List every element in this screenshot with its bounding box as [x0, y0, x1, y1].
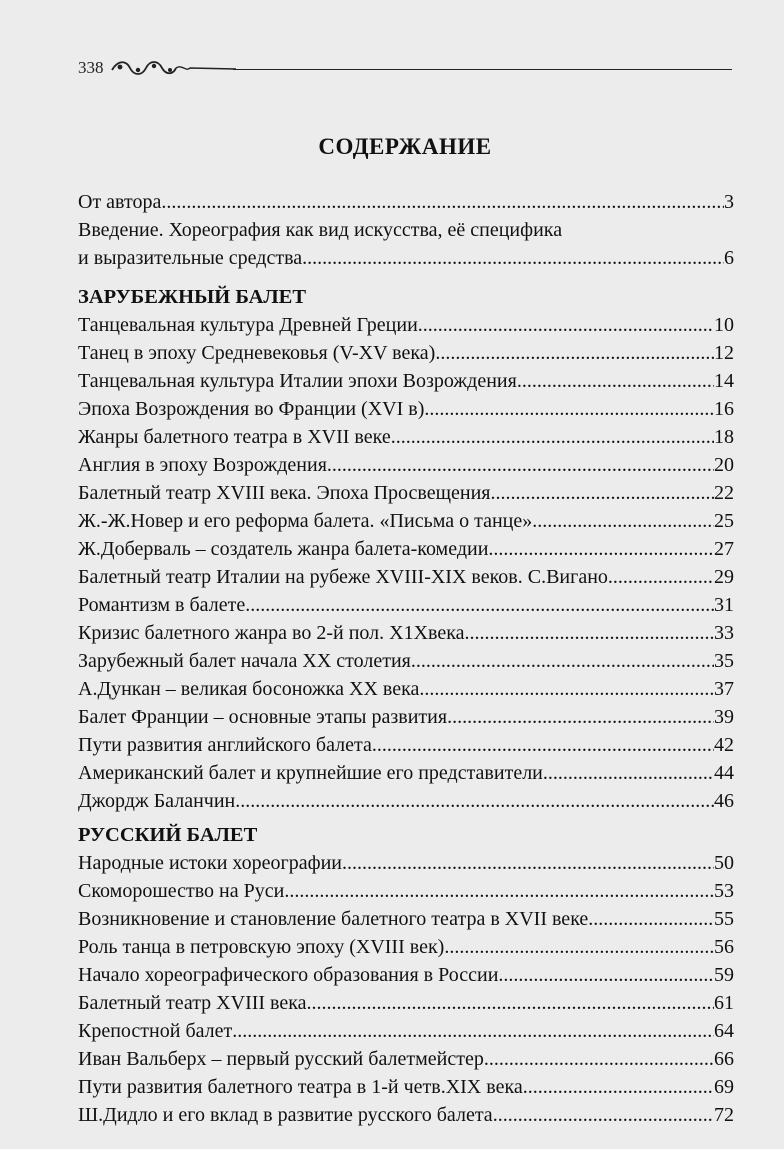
toc-entry-page: 27: [714, 538, 734, 560]
dot-leader: [161, 188, 724, 216]
toc-entry-title: Балетный театр XVIII века: [78, 992, 307, 1014]
toc-entry: [78, 367, 734, 395]
toc-entry: [78, 311, 734, 339]
section-entries: [78, 311, 734, 815]
toc-entry-title: Роль танца в петровскую эпоху (XVIII век): [78, 936, 445, 958]
dot-leader: [419, 675, 714, 703]
toc-entry-title: Возникновение и становление балетного театра в XVII веке: [78, 908, 589, 930]
toc-entry: [78, 479, 734, 507]
toc-entry-page: 25: [714, 510, 734, 532]
section-entries: [78, 849, 734, 1129]
toc-entry: [78, 877, 734, 905]
toc-entry: [78, 188, 734, 216]
toc-entry: [78, 989, 734, 1017]
toc-entry-title: Пути развития английского балета: [78, 734, 372, 756]
toc-entry-title: Иван Вальберх – первый русский балетмейстер: [78, 1048, 484, 1070]
toc-entry: [78, 849, 734, 877]
toc-entry-title: Танец в эпоху Средневековья (V-XV века): [78, 342, 436, 364]
toc-entry: [78, 759, 734, 787]
toc-entry-page: 72: [714, 1104, 734, 1126]
toc-entry-page: 56: [714, 936, 734, 958]
dot-leader: [232, 1017, 714, 1045]
toc-entry: [78, 535, 734, 563]
toc-entry-page: 33: [714, 622, 734, 644]
toc-entry-page: 37: [714, 678, 734, 700]
dot-leader: [235, 787, 714, 815]
toc-entry: [78, 619, 734, 647]
toc-entry-page: 64: [714, 1020, 734, 1042]
toc-entry: [78, 395, 734, 423]
toc-entry-title: Ж.Доберваль – создатель жанра балета-комедии: [78, 538, 489, 560]
running-header: [78, 52, 732, 82]
toc-entry-title: Скоморошество на Руси: [78, 880, 285, 902]
toc-entry-page: 55: [714, 908, 734, 930]
toc-entry: [78, 1017, 734, 1045]
toc-entry-title: Зарубежный балет начала XX столетия: [78, 650, 411, 672]
dot-leader: [411, 647, 714, 675]
toc-entry-title: Танцевальная культура Древней Греции: [78, 314, 418, 336]
dot-leader: [245, 591, 714, 619]
dot-leader: [302, 244, 724, 272]
dot-leader: [284, 877, 714, 905]
dot-leader: [435, 339, 714, 367]
toc-entry-title: Балет Франции – основные этапы развития: [78, 706, 448, 728]
toc-entry: [78, 507, 734, 535]
toc-entry-title: Балетный театр XVIII века. Эпоха Просвещения: [78, 482, 491, 504]
toc-entry: [78, 451, 734, 479]
toc-entry-page: 61: [714, 992, 734, 1014]
toc-entry: [78, 961, 734, 989]
toc-entry-title-line1: Введение. Хореография как вид искусства, её специфика: [78, 219, 563, 241]
toc-entry-page: 14: [714, 370, 734, 392]
flourish-ornament-icon: [110, 58, 236, 78]
dot-leader: [424, 395, 714, 423]
section-heading: ЗАРУБЕЖНЫЙ БАЛЕТ: [78, 286, 307, 308]
toc-entry-page: 66: [714, 1048, 734, 1070]
toc-entry: [78, 787, 734, 815]
dot-leader: [488, 535, 714, 563]
toc-entry-page: 10: [714, 314, 734, 336]
dot-leader: [307, 989, 714, 1017]
toc-entry-title-line2: и выразительные средства: [78, 247, 303, 269]
dot-leader: [391, 423, 714, 451]
toc-entry-title: Ш.Дидло и его вклад в развитие русского балета: [78, 1104, 493, 1126]
header-rule: [233, 69, 732, 70]
toc-entry-title: Эпоха Возрождения во Франции (XVI в): [78, 398, 425, 420]
toc-entry-title: От автора: [78, 191, 162, 213]
toc-entry: [78, 423, 734, 451]
dot-leader: [484, 1045, 714, 1073]
toc-entry-page: 3: [724, 191, 734, 213]
toc-entry-page: 69: [714, 1076, 734, 1098]
toc-entry-page: 35: [714, 650, 734, 672]
toc-entry-title: Танцевальная культура Италии эпохи Возрождения: [78, 370, 517, 392]
toc-entry-title: Романтизм в балете: [78, 594, 246, 616]
toc-entry-title: Американский балет и крупнейшие его представители: [78, 762, 543, 784]
toc-entry-page: 39: [714, 706, 734, 728]
dot-leader: [532, 507, 714, 535]
dot-leader: [444, 933, 714, 961]
dot-leader: [465, 619, 714, 647]
toc-entry-title: Ж.-Ж.Новер и его реформа балета. «Письма о танце»: [78, 510, 533, 532]
toc-entry-title: Джордж Баланчин: [78, 790, 236, 812]
page-title: СОДЕРЖАНИЕ: [318, 134, 492, 159]
dot-leader: [517, 367, 714, 395]
toc-entry-page: 59: [714, 964, 734, 986]
toc-entry-page: 12: [714, 342, 734, 364]
toc-entry: [78, 905, 734, 933]
dot-leader: [523, 1073, 714, 1101]
toc-entry: [78, 563, 734, 591]
toc-entry-page: 44: [714, 762, 734, 784]
toc-entry-title: А.Дункан – великая босоножка XX века: [78, 678, 420, 700]
dot-leader: [342, 849, 714, 877]
toc-entry-title: Балетный театр Италии на рубеже XVIII-XIX веков. С.Вигано: [78, 566, 608, 588]
toc-entry: [78, 647, 734, 675]
dot-leader: [327, 451, 714, 479]
toc-entry-title: Крепостной балет: [78, 1020, 233, 1042]
dot-leader: [493, 1101, 714, 1129]
dot-leader: [490, 479, 714, 507]
toc-entry-page: 18: [714, 426, 734, 448]
dot-leader: [372, 731, 714, 759]
page-number: 338: [78, 58, 104, 77]
toc-entry-title: Начало хореографического образования в России: [78, 964, 499, 986]
toc-entry: [78, 933, 734, 961]
toc-entry-page: 29: [714, 566, 734, 588]
toc-entry-page: 6: [724, 247, 734, 269]
dot-leader: [418, 311, 714, 339]
toc-entry: [78, 244, 734, 272]
section-heading: РУССКИЙ БАЛЕТ: [78, 824, 258, 846]
toc-entry-page: 20: [714, 454, 734, 476]
dot-leader: [447, 703, 714, 731]
toc-entry-page: 16: [714, 398, 734, 420]
dot-leader: [498, 961, 714, 989]
toc-entry: [78, 1045, 734, 1073]
table-of-contents: [78, 188, 734, 1129]
toc-entry: [78, 591, 734, 619]
toc-entry-title: Народные истоки хореографии: [78, 852, 342, 874]
toc-entry-page: 50: [714, 852, 734, 874]
toc-entry: [78, 1073, 734, 1101]
toc-entry-title: Кризис балетного жанра во 2-й пол. Х1Хвека: [78, 622, 465, 644]
toc-entry-page: 31: [714, 594, 734, 616]
toc-entry: [78, 703, 734, 731]
toc-entry-page: 53: [714, 880, 734, 902]
toc-entry-page: 46: [714, 790, 734, 812]
toc-entry: [78, 731, 734, 759]
toc-entry-title: Англия в эпоху Возрождения: [78, 454, 327, 476]
toc-entry: [78, 1101, 734, 1129]
toc-entry-title: Жанры балетного театра в XVII веке: [78, 426, 391, 448]
toc-entry: [78, 675, 734, 703]
toc-entry-page: 42: [714, 734, 734, 756]
dot-leader: [588, 905, 714, 933]
toc-entry-page: 22: [714, 482, 734, 504]
toc-entry: [78, 339, 734, 367]
dot-leader: [543, 759, 714, 787]
toc-entry-title: Пути развития балетного театра в 1-й четв.XIX века: [78, 1076, 523, 1098]
dot-leader: [608, 563, 714, 591]
